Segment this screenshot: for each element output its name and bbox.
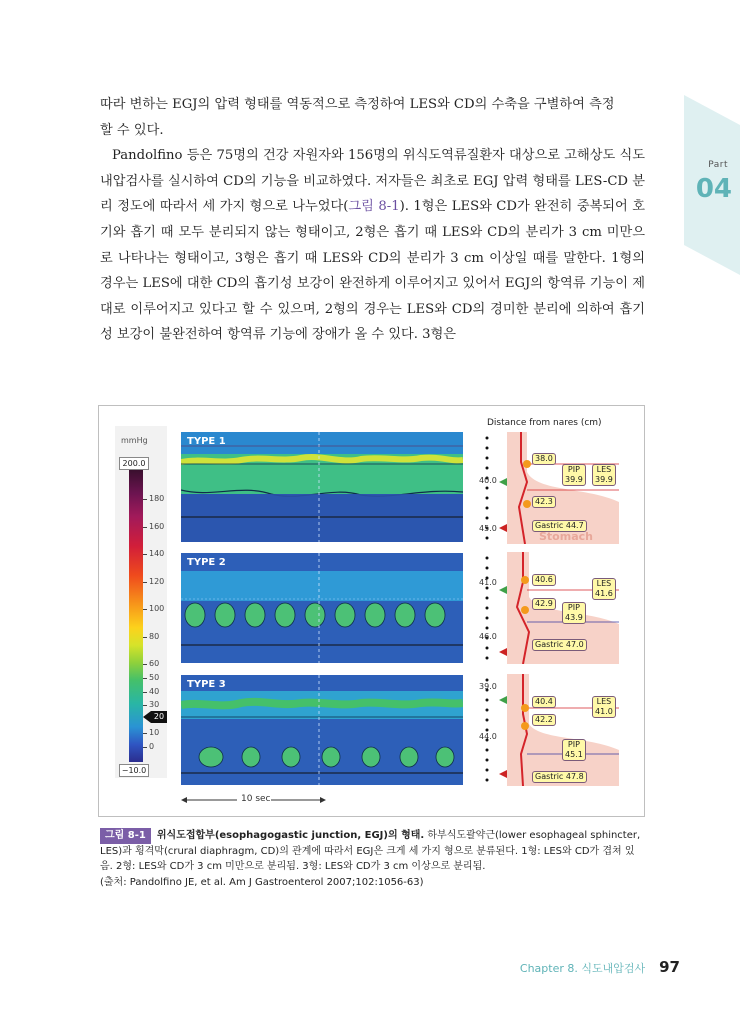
depth-label: 41.0 xyxy=(479,578,497,587)
part-label: Part xyxy=(708,160,728,170)
part-number: 04 xyxy=(695,174,732,204)
marker-tag: 40.6 xyxy=(532,574,556,586)
scale-pointer-icon xyxy=(143,711,151,723)
scale-tick: 60 xyxy=(149,659,160,668)
depth-label: 40.0 xyxy=(479,476,497,485)
gastric-tag: Gastric 47.8 xyxy=(532,771,587,783)
marker-tag: 42.3 xyxy=(532,496,556,508)
panel-label: TYPE 2 xyxy=(187,557,226,568)
para2-text-b: ). 1형은 LES와 CD가 완전히 중복되어 호기와 흡기 때 모두 분리되지 않는 형태이고, 2형은 흡기 때 LES와 CD의 분리가 3 cm 미만으로 나타나는 형태이고, 3형은 흡기 때 LES와 CD의 분리가 3 cm 이상일 때를 말한다. 1형의 경우는 LES에 대한 CD의 흡기성 보강이 완전하게 이루어지고 있어서 EGJ의 항역류 기능이 제대로 이루어지고 있다고 할 수 있으며, 2형의 경우는 LES와 CD의 경미한 분리에 의하여 흡기성 보강이 불완전하여 항역류 기능에 장애가 올 수 있다. 3형은 xyxy=(100,199,645,343)
panel-label: TYPE 3 xyxy=(187,679,226,690)
body-line-1: 따라 변하는 EGJ의 압력 형태를 역동적으로 측정하여 LES와 CD의 수축을 구별하여 측정 xyxy=(100,97,615,112)
manometry-panel-type2 xyxy=(181,553,463,663)
page-footer xyxy=(520,957,680,976)
pip-tag: PIP 43.9 xyxy=(562,602,586,624)
scale-tick: 80 xyxy=(149,632,160,641)
les-tag: LES 39.9 xyxy=(592,464,616,486)
body-text xyxy=(100,92,645,348)
marker-tag: 42.2 xyxy=(532,714,556,726)
manometry-panel-type1 xyxy=(181,432,463,542)
body-paragraph-2 xyxy=(100,143,645,348)
para2-text-a: Pandolfino 등은 75명의 건강 자원자와 156명의 위식도역류질환자 대상으로 고해상도 식도내압검사를 실시하여 CD의 기능을 비교하였다. 저자들은 최초로 EGJ 압력 형태를 LES-CD 분리 정도에 따라서 세 가지 형으로 나누었다( xyxy=(100,148,645,215)
scale-tick: 30 xyxy=(149,700,160,709)
stomach-label: Stomach xyxy=(539,530,593,543)
depth-label: 44.0 xyxy=(479,732,497,741)
scale-tick: 160 xyxy=(149,522,165,531)
distance-axis-title: Distance from nares (cm) xyxy=(487,418,602,428)
marker-tag: 38.0 xyxy=(532,453,556,465)
chapter-title: Chapter 8. 식도내압검사 xyxy=(519,962,646,975)
caption-source: (출처: Pandolfino JE, et al. Am J Gastroenterol 2007;102:1056-63) xyxy=(100,876,424,888)
panel-label: TYPE 1 xyxy=(187,436,226,447)
depth-label: 39.0 xyxy=(479,682,497,691)
scale-tick: 40 xyxy=(149,687,160,696)
gastric-tag: Gastric 47.0 xyxy=(532,639,587,651)
manometry-panel-type3 xyxy=(181,675,463,785)
scale-min: −10.0 xyxy=(119,764,149,777)
caption-title: 위식도접합부(esophagogastic junction, EGJ)의 형태. xyxy=(156,830,425,841)
pip-tag: PIP 45.1 xyxy=(562,739,586,761)
scale-tick: 140 xyxy=(149,549,165,558)
page-number: 97 xyxy=(659,958,680,976)
depth-label: 46.0 xyxy=(479,632,497,641)
scale-tick: 10 xyxy=(149,728,160,737)
figure-8-1 xyxy=(98,405,645,817)
figure-caption xyxy=(100,828,645,890)
les-tag: LES 41.0 xyxy=(592,696,616,718)
caption-text: 하부식도괄약근(lower esophageal sphincter, LES)과 횡격막(crural diaphragm, CD)의 관계에 따라서 EGJ은 크게 세 가지 형으로 분류된다. 1형: LES와 CD가 겹쳐 있음. 2형: LES와 CD가 3 cm 미만으로 분리됨. 3형: LES와 CD가 3 cm 이상으로 분리됨. xyxy=(100,830,641,872)
pip-tag: PIP 39.9 xyxy=(562,464,586,486)
scale-tick: 120 xyxy=(149,577,165,586)
body-line-2: 할 수 있다. xyxy=(100,122,164,138)
pressure-colorbar xyxy=(129,470,143,762)
scale-tick: 100 xyxy=(149,604,165,613)
depth-label: 45.0 xyxy=(479,524,497,533)
marker-tag: 42.9 xyxy=(532,598,556,610)
marker-tag: 40.4 xyxy=(532,696,556,708)
caption-figure-label: 그림 8-1 xyxy=(100,828,151,844)
time-scale-label: 10 sec xyxy=(241,794,271,804)
scale-pointer-value: 20 xyxy=(151,711,167,723)
scale-tick: 0 xyxy=(149,742,155,751)
scale-tick: 50 xyxy=(149,673,160,682)
scale-unit: mmHg xyxy=(121,436,148,445)
figure-reference-link[interactable]: 그림 8-1 xyxy=(348,199,400,215)
scale-tick: 180 xyxy=(149,494,165,503)
les-tag: LES 41.6 xyxy=(592,578,616,600)
scale-max: 200.0 xyxy=(119,457,149,470)
gastric-tag: Gastric 44.7 xyxy=(532,520,587,532)
